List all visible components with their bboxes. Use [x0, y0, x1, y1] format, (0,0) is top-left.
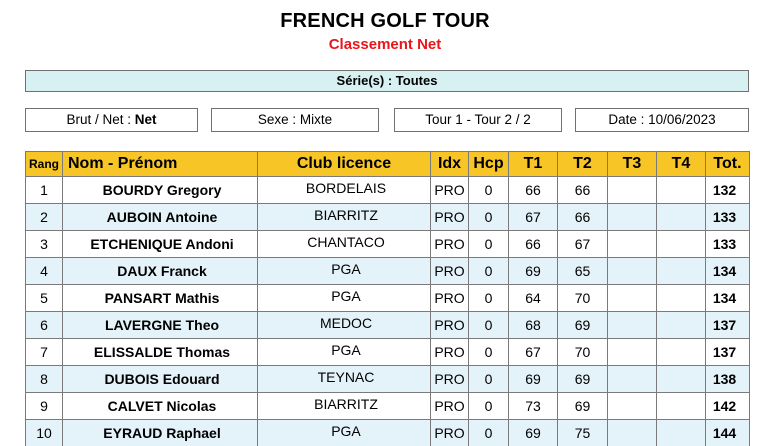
cell-t2: 69 [558, 366, 608, 393]
cell-club: CHANTACO [258, 231, 431, 258]
cell-tot: 138 [706, 366, 750, 393]
cell-t3 [608, 312, 657, 339]
cell-nom: BOURDY Gregory [63, 177, 258, 204]
col-header-nom: Nom - Prénom [63, 152, 258, 177]
cell-t4 [657, 312, 706, 339]
cell-t3 [608, 366, 657, 393]
cell-idx: PRO [431, 258, 469, 285]
cell-t1: 64 [509, 285, 558, 312]
cell-t2: 65 [558, 258, 608, 285]
cell-t2: 67 [558, 231, 608, 258]
cell-tot: 137 [706, 339, 750, 366]
cell-hcp: 0 [469, 312, 509, 339]
cell-nom: LAVERGNE Theo [63, 312, 258, 339]
sexe-box [211, 108, 379, 132]
table-row [26, 258, 750, 285]
cell-hcp: 0 [469, 177, 509, 204]
cell-nom: EYRAUD Raphael [63, 420, 258, 446]
cell-t2: 75 [558, 420, 608, 446]
cell-rang: 2 [26, 204, 63, 231]
cell-tot: 137 [706, 312, 750, 339]
table-row [26, 231, 750, 258]
cell-idx: PRO [431, 204, 469, 231]
table-row [26, 177, 750, 204]
cell-tot: 144 [706, 420, 750, 446]
cell-nom: ELISSALDE Thomas [63, 339, 258, 366]
table-row [26, 285, 750, 312]
col-header-idx: Idx [431, 152, 469, 177]
brut-net-box [25, 108, 198, 132]
cell-t3 [608, 420, 657, 446]
cell-t1: 69 [509, 420, 558, 446]
cell-club: PGA [258, 420, 431, 446]
cell-club: PGA [258, 339, 431, 366]
sexe-label: Sexe : [257, 112, 297, 127]
cell-t3 [608, 258, 657, 285]
cell-hcp: 0 [469, 285, 509, 312]
cell-tot: 133 [706, 231, 750, 258]
cell-idx: PRO [431, 177, 469, 204]
cell-tot: 132 [706, 177, 750, 204]
cell-t1: 66 [509, 231, 558, 258]
page-title: FRENCH GOLF TOUR [280, 10, 490, 32]
col-header-t3: T3 [608, 152, 657, 177]
cell-club: BIARRITZ [258, 204, 431, 231]
cell-rang: 1 [26, 177, 63, 204]
sexe-value: Mixte [299, 112, 333, 127]
cell-nom: DUBOIS Edouard [63, 366, 258, 393]
cell-hcp: 0 [469, 366, 509, 393]
cell-t2: 70 [558, 339, 608, 366]
cell-nom: CALVET Nicolas [63, 393, 258, 420]
cell-t2: 70 [558, 285, 608, 312]
cell-t1: 67 [509, 204, 558, 231]
table-header-row [26, 152, 750, 177]
cell-t3 [608, 285, 657, 312]
cell-t2: 66 [558, 177, 608, 204]
cell-tot: 133 [706, 204, 750, 231]
cell-t1: 69 [509, 258, 558, 285]
cell-club: MEDOC [258, 312, 431, 339]
cell-tot: 134 [706, 258, 750, 285]
table-row [26, 204, 750, 231]
page-subtitle: Classement Net [328, 36, 442, 53]
col-header-club: Club licence [258, 152, 431, 177]
cell-t3 [608, 177, 657, 204]
cell-t1: 69 [509, 366, 558, 393]
cell-club: BORDELAIS [258, 177, 431, 204]
col-header-rang: Rang [26, 152, 63, 177]
col-header-tot: Tot. [706, 152, 750, 177]
cell-nom: AUBOIN Antoine [63, 204, 258, 231]
cell-idx: PRO [431, 339, 469, 366]
cell-t2: 66 [558, 204, 608, 231]
table-row [26, 339, 750, 366]
cell-t4 [657, 204, 706, 231]
cell-rang: 7 [26, 339, 63, 366]
date-box: Date : 10/06/2023 [575, 108, 749, 132]
cell-club: BIARRITZ [258, 393, 431, 420]
cell-rang: 10 [26, 420, 63, 446]
cell-nom: ETCHENIQUE Andoni [63, 231, 258, 258]
cell-t4 [657, 231, 706, 258]
cell-idx: PRO [431, 231, 469, 258]
cell-tot: 134 [706, 285, 750, 312]
cell-t1: 66 [509, 177, 558, 204]
cell-t2: 69 [558, 393, 608, 420]
cell-idx: PRO [431, 312, 469, 339]
results-table [25, 151, 750, 446]
brut-net-label: Brut / Net : [66, 112, 131, 127]
cell-nom: DAUX Franck [63, 258, 258, 285]
cell-hcp: 0 [469, 339, 509, 366]
cell-rang: 4 [26, 258, 63, 285]
cell-t2: 69 [558, 312, 608, 339]
cell-t4 [657, 339, 706, 366]
cell-idx: PRO [431, 366, 469, 393]
cell-club: PGA [258, 285, 431, 312]
cell-rang: 3 [26, 231, 63, 258]
cell-t1: 68 [509, 312, 558, 339]
cell-idx: PRO [431, 393, 469, 420]
col-header-t4: T4 [657, 152, 706, 177]
cell-t4 [657, 285, 706, 312]
cell-t3 [608, 204, 657, 231]
cell-hcp: 0 [469, 231, 509, 258]
col-header-t1: T1 [509, 152, 558, 177]
col-header-hcp: Hcp [469, 152, 509, 177]
table-row [26, 420, 750, 446]
cell-t4 [657, 393, 706, 420]
brut-net-value: Net [134, 112, 157, 127]
cell-t3 [608, 393, 657, 420]
cell-rang: 6 [26, 312, 63, 339]
cell-t1: 67 [509, 339, 558, 366]
cell-hcp: 0 [469, 393, 509, 420]
cell-idx: PRO [431, 420, 469, 446]
cell-hcp: 0 [469, 420, 509, 446]
cell-idx: PRO [431, 285, 469, 312]
cell-club: PGA [258, 258, 431, 285]
cell-hcp: 0 [469, 258, 509, 285]
cell-hcp: 0 [469, 204, 509, 231]
table-row [26, 312, 750, 339]
table-row [26, 366, 750, 393]
cell-t3 [608, 339, 657, 366]
tours-box: Tour 1 - Tour 2 / 2 [394, 108, 562, 132]
series-filter-bar: Série(s) : Toutes [25, 70, 749, 92]
cell-rang: 9 [26, 393, 63, 420]
cell-club: TEYNAC [258, 366, 431, 393]
cell-t4 [657, 177, 706, 204]
cell-t3 [608, 231, 657, 258]
cell-rang: 5 [26, 285, 63, 312]
table-row [26, 393, 750, 420]
cell-nom: PANSART Mathis [63, 285, 258, 312]
cell-rang: 8 [26, 366, 63, 393]
cell-t4 [657, 258, 706, 285]
cell-t4 [657, 366, 706, 393]
cell-tot: 142 [706, 393, 750, 420]
cell-t4 [657, 420, 706, 446]
cell-t1: 73 [509, 393, 558, 420]
col-header-t2: T2 [558, 152, 608, 177]
